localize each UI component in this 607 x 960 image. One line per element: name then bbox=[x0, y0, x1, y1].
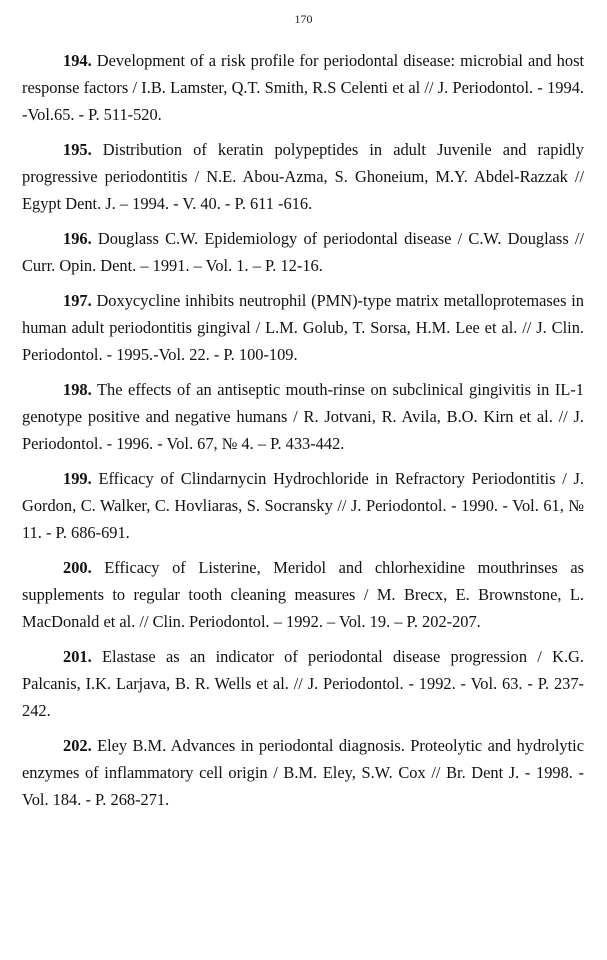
reference-text: Douglass C.W. Epidemiology of periodontal disease / C.W. Douglass // Curr. Opin. Dent. – 1991. – Vol. 1. – P. 12-16. bbox=[22, 229, 584, 275]
reference-item bbox=[22, 376, 584, 457]
reference-item bbox=[22, 47, 584, 128]
reference-number: 202. bbox=[63, 736, 92, 755]
reference-item bbox=[22, 287, 584, 368]
reference-text: Distribution of keratin polypeptides in adult Juvenile and rapidly progressive periodontitis / N.E. Abou-Azma, S. Ghoneium, M.Y. Abdel-Razzak // Egypt Dent. J. – 1994. - V. 40. - P. 611 -616. bbox=[22, 140, 584, 213]
reference-number: 196. bbox=[63, 229, 92, 248]
reference-item bbox=[22, 732, 584, 813]
reference-number: 194. bbox=[63, 51, 92, 70]
page-number: 170 bbox=[294, 12, 313, 26]
reference-text: Efficacy of Listerine, Meridol and chlorhexidine mouthrinses as supplements to regular tooth cleaning measures / M. Brecx, E. Brownstone, L. MacDonald et al. // Clin. Periodontol. – 1992. – Vol. 19. – P. 202-207. bbox=[22, 558, 584, 631]
reference-text: Efficacy of Clindarnycin Hydrochloride in Refractory Periodontitis / J. Gordon, C. Walker, C. Hovliaras, S. Socransky // J. Periodontol. - 1990. - Vol. 61, № 11. - P. 686-691. bbox=[22, 469, 584, 542]
reference-item bbox=[22, 465, 584, 546]
reference-number: 198. bbox=[63, 380, 92, 399]
reference-number: 199. bbox=[63, 469, 92, 488]
reference-item bbox=[22, 554, 584, 635]
reference-text: Development of a risk profile for periodontal disease: microbial and host response factors / I.B. Lamster, Q.T. Smith, R.S Celenti et al // J. Periodontol. - 1994. -Vol.65. - P. 511-520. bbox=[22, 51, 585, 124]
reference-item bbox=[22, 136, 584, 217]
reference-list bbox=[22, 47, 584, 821]
reference-item bbox=[22, 225, 584, 279]
reference-number: 201. bbox=[63, 647, 92, 666]
reference-text: The effects of an antiseptic mouth-rinse on subclinical gingivitis in IL-1 genotype positive and negative humans / R. Jotvani, R. Avila, B.O. Kirn et al. // J. Periodontol. - 1996. - Vol. 67, № 4. – P. 433-442. bbox=[22, 380, 584, 453]
reference-number: 200. bbox=[63, 558, 92, 577]
reference-number: 197. bbox=[63, 291, 92, 310]
reference-item bbox=[22, 643, 584, 724]
reference-text: Eley B.M. Advances in periodontal diagnosis. Proteolytic and hydrolytic enzymes of inflammatory cell origin / B.M. Eley, S.W. Cox // Br. Dent J. - 1998. - Vol. 184. - P. 268-271. bbox=[22, 736, 584, 809]
reference-text: Doxycycline inhibits neutrophil (PMN)-type matrix metalloprotemases in human adult periodontitis gingival / L.M. Golub, T. Sorsa, H.M. Lee et al. // J. Clin. Periodontol. - 1995.-Vol. 22. - P. 100-109. bbox=[22, 291, 584, 364]
reference-text: Elastase as an indicator of periodontal disease progression / K.G. Palcanis, I.K. Larjava, B. R. Wells et al. // J. Periodontol. - 1992. - Vol. 63. - P. 237-242. bbox=[22, 647, 584, 720]
reference-number: 195. bbox=[63, 140, 92, 159]
